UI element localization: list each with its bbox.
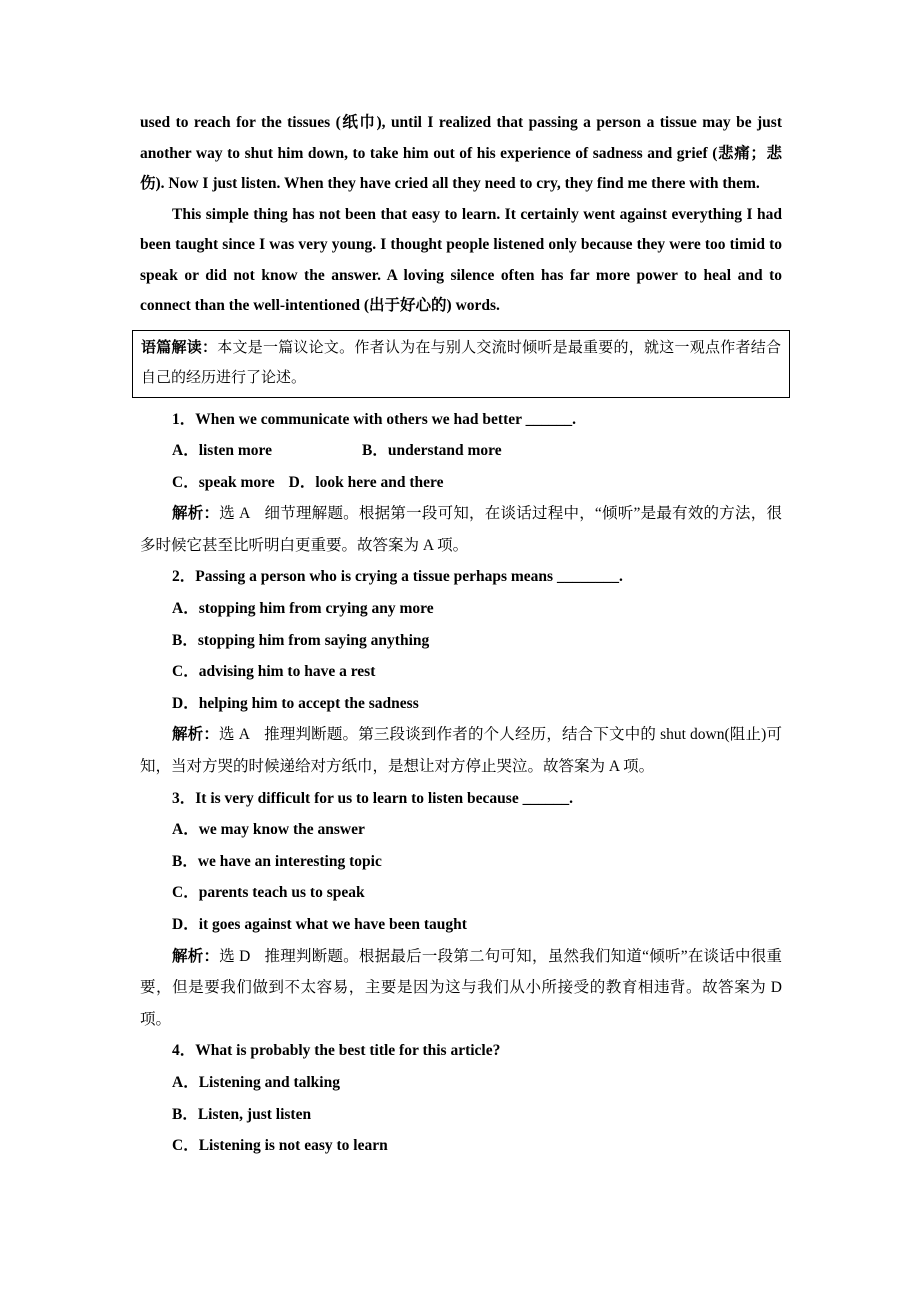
reading-note	[141, 333, 781, 393]
question-1-option-a: A．listen more	[172, 442, 273, 460]
passage-paragraph-1: used to reach for the tissues (纸巾), until I realized that passing a person a tissue may be just another way to shut him down, to take him out of his experience of sadness and grief (悲痛；悲伤). Now I just listen. When they have cried all they need to cry, they find me there with them.	[140, 114, 782, 192]
question-2-option-c: C．advising him to have a rest	[172, 663, 376, 681]
question-3-option-b: B．we have an interesting topic	[172, 852, 382, 870]
reading-note-text: 本文是一篇议论文。作者认为在与别人交流时倾听是最重要的，就这一观点作者结合自己的经历进行了论述。	[141, 339, 781, 386]
question-4-option-c: C．Listening is not easy to learn	[172, 1137, 388, 1155]
question-2-option-b: B．stopping him from saying anything	[172, 631, 430, 649]
reading-note-box	[132, 330, 790, 398]
analysis-text: 推理判断题。第三段谈到作者的个人经历，结合下文中的 shut down(阻止)可知，当对方哭的时候递给对方纸巾，是想让对方停止哭泣。故答案为 A 项。	[140, 726, 782, 776]
question-3-stem: 3．It is very difficult for us to learn to listen because ______.	[172, 789, 573, 807]
analysis-label: 解析：	[172, 947, 220, 965]
analysis-choice: 选 A	[219, 505, 251, 523]
question-4-option-b: B．Listen, just listen	[172, 1105, 312, 1123]
analysis-text: 推理判断题。根据最后一段第二句可知，虽然我们知道“倾听”在谈话中很重要，但是要我们做到不太容易，主要是因为这与我们从小所接受的教育相违背。故答案为 D 项。	[140, 947, 782, 1028]
analysis-choice: 选 A	[219, 726, 250, 744]
question-4-option-a: A．Listening and talking	[172, 1073, 340, 1091]
analysis-choice: 选 D	[219, 947, 251, 965]
document-page	[140, 108, 782, 1162]
question-3-option-c: C．parents teach us to speak	[172, 884, 365, 902]
question-1-option-d: D．look here and there	[288, 473, 444, 491]
question-1-options-row-2	[140, 467, 782, 499]
question-3-analysis	[140, 941, 782, 1036]
question-1-option-c: C．speak more	[172, 473, 275, 491]
question-2-analysis	[140, 719, 782, 782]
reading-note-label: 语篇解读：	[141, 339, 218, 356]
analysis-label: 解析：	[172, 505, 220, 523]
analysis-text: 细节理解题。根据第一段可知，在谈话过程中，“倾听”是最有效的方法，很多时候它甚至比听明白更重要。故答案为 A 项。	[140, 505, 782, 554]
question-4-stem: 4．What is probably the best title for this article?	[172, 1042, 501, 1060]
question-1-stem: 1．When we communicate with others we had better ______.	[172, 410, 576, 428]
question-1-analysis	[140, 498, 782, 561]
question-3-option-d: D．it goes against what we have been taught	[172, 916, 467, 933]
question-2-stem: 2．Passing a person who is crying a tissue perhaps means ________.	[172, 568, 623, 586]
question-1-option-b: B．understand more	[362, 442, 502, 460]
question-3-option-a: A．we may know the answer	[172, 821, 365, 839]
question-1-options-row-1	[140, 435, 782, 467]
question-2-option-d: D．helping him to accept the sadness	[172, 694, 419, 712]
passage-paragraph-2: This simple thing has not been that easy to learn. It certainly went against everything I had been taught since I was very young. I thought people listened only because they were too timid to speak or did not know the answer. A loving silence often has far more power to heal and to connect than the well-intentioned (出于好心的) words.	[140, 205, 782, 314]
analysis-label: 解析：	[172, 726, 220, 744]
question-2-option-a: A．stopping him from crying any more	[172, 600, 434, 618]
